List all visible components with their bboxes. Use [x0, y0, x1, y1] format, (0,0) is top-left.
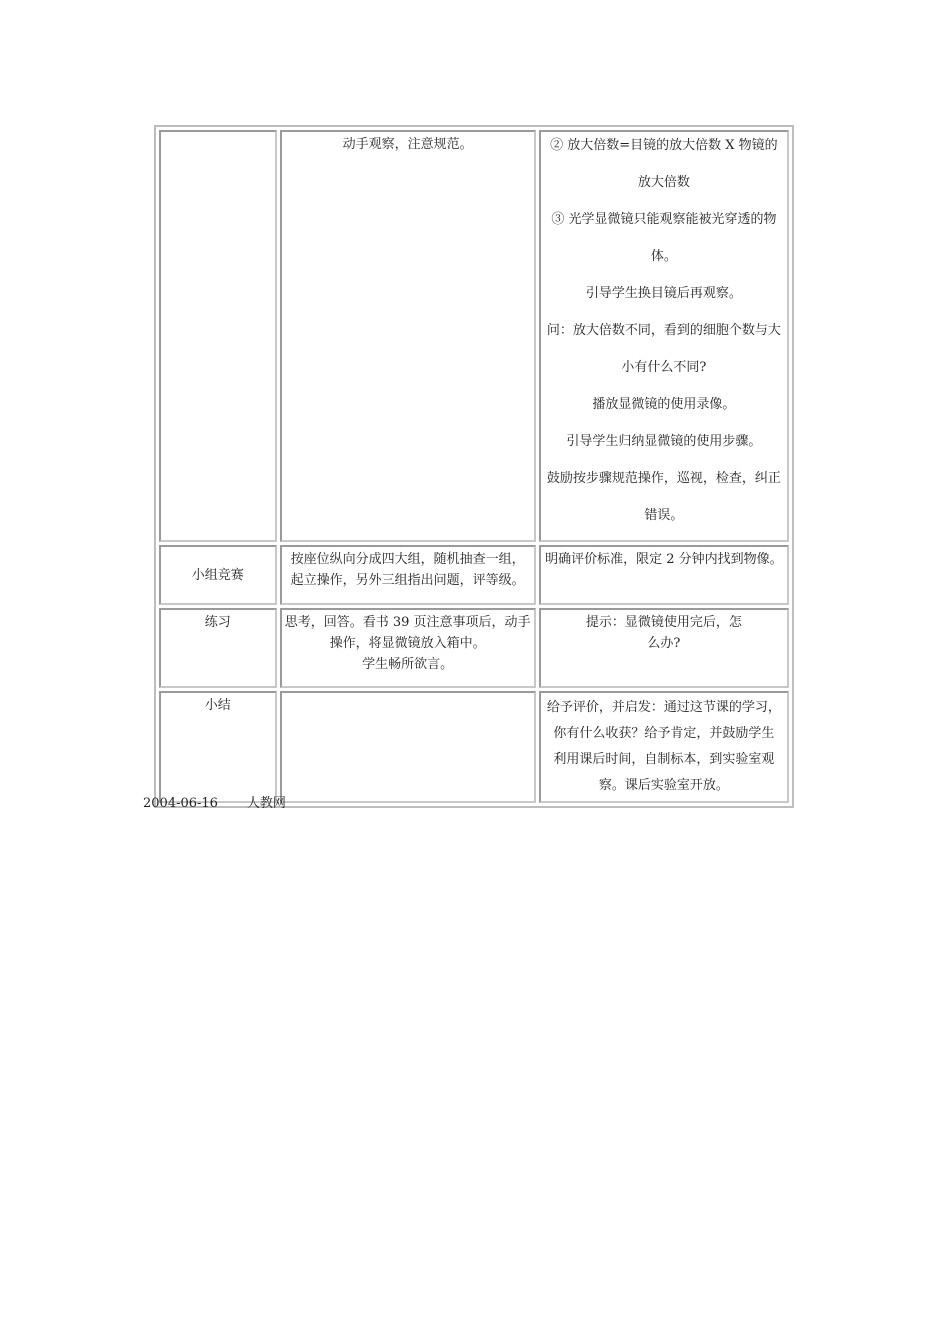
student-line: 按座位纵向分成四大组，随机抽查一组，	[290, 552, 525, 567]
teacher-line: ③ 光学显微镜只能观察能被光穿透的物	[551, 212, 777, 227]
teacher-line: 提示：显微镜使用完后，怎	[585, 615, 742, 630]
student-activity-cell	[280, 545, 536, 605]
teacher-line: 放大倍数	[637, 175, 690, 190]
teacher-line: ② 放大倍数=目镜的放大倍数 X 物镜的	[550, 138, 778, 153]
footer-date: 2004-06-16	[143, 796, 218, 811]
teacher-activity-cell	[539, 545, 789, 605]
section-cell: 小结	[159, 691, 277, 803]
teacher-line: 引导学生换目镜后再观察。	[585, 286, 742, 301]
teacher-line: 错误。	[644, 508, 684, 523]
teacher-line: 你有什么收获？给予肯定，并鼓励学生	[553, 726, 775, 741]
teacher-line: 么办?	[647, 636, 681, 651]
teacher-line: 小有什么不同?	[621, 360, 707, 375]
teacher-activity-cell	[539, 608, 789, 688]
teacher-line: 明确评价标准，限定 2 分钟内找到物像。	[545, 552, 783, 567]
student-activity-cell	[280, 608, 536, 688]
section-cell: 小组竞赛	[159, 545, 277, 605]
teacher-activity-cell	[539, 130, 789, 542]
teacher-activity-cell	[539, 691, 789, 803]
teacher-line: 给予评价，并启发：通过这节课的学习，	[546, 700, 781, 715]
teacher-line: 察。课后实验室开放。	[598, 778, 729, 793]
teacher-line: 播放显微镜的使用录像。	[592, 397, 736, 412]
lesson-table	[154, 125, 794, 808]
student-line: 学生畅所欲言。	[362, 657, 454, 672]
student-activity-cell	[280, 130, 536, 542]
table-row	[159, 691, 789, 803]
student-line: 思考，回答。看书 39 页注意事项后，动手	[284, 615, 531, 630]
student-activity-cell	[280, 691, 536, 803]
teacher-line: 体。	[650, 249, 677, 264]
student-line: 起立操作，另外三组指出问题，评等级。	[290, 573, 525, 588]
student-line: 操作，将显微镜放入箱中。	[329, 636, 486, 651]
teacher-line: 鼓励按步骤规范操作，巡视，检查，纠正	[546, 471, 781, 486]
section-cell	[159, 130, 277, 542]
teacher-line: 利用课后时间，自制标本，到实验室观	[553, 752, 775, 767]
teacher-line: 引导学生归纳显微镜的使用步骤。	[566, 434, 762, 449]
section-cell: 练习	[159, 608, 277, 688]
table-row	[159, 130, 789, 542]
page-footer	[143, 792, 286, 811]
student-line: 动手观察，注意规范。	[342, 137, 473, 152]
footer-source: 人教网	[246, 796, 286, 811]
teacher-line: 问：放大倍数不同，看到的细胞个数与大	[546, 323, 781, 338]
table-row	[159, 545, 789, 605]
table-row	[159, 608, 789, 688]
